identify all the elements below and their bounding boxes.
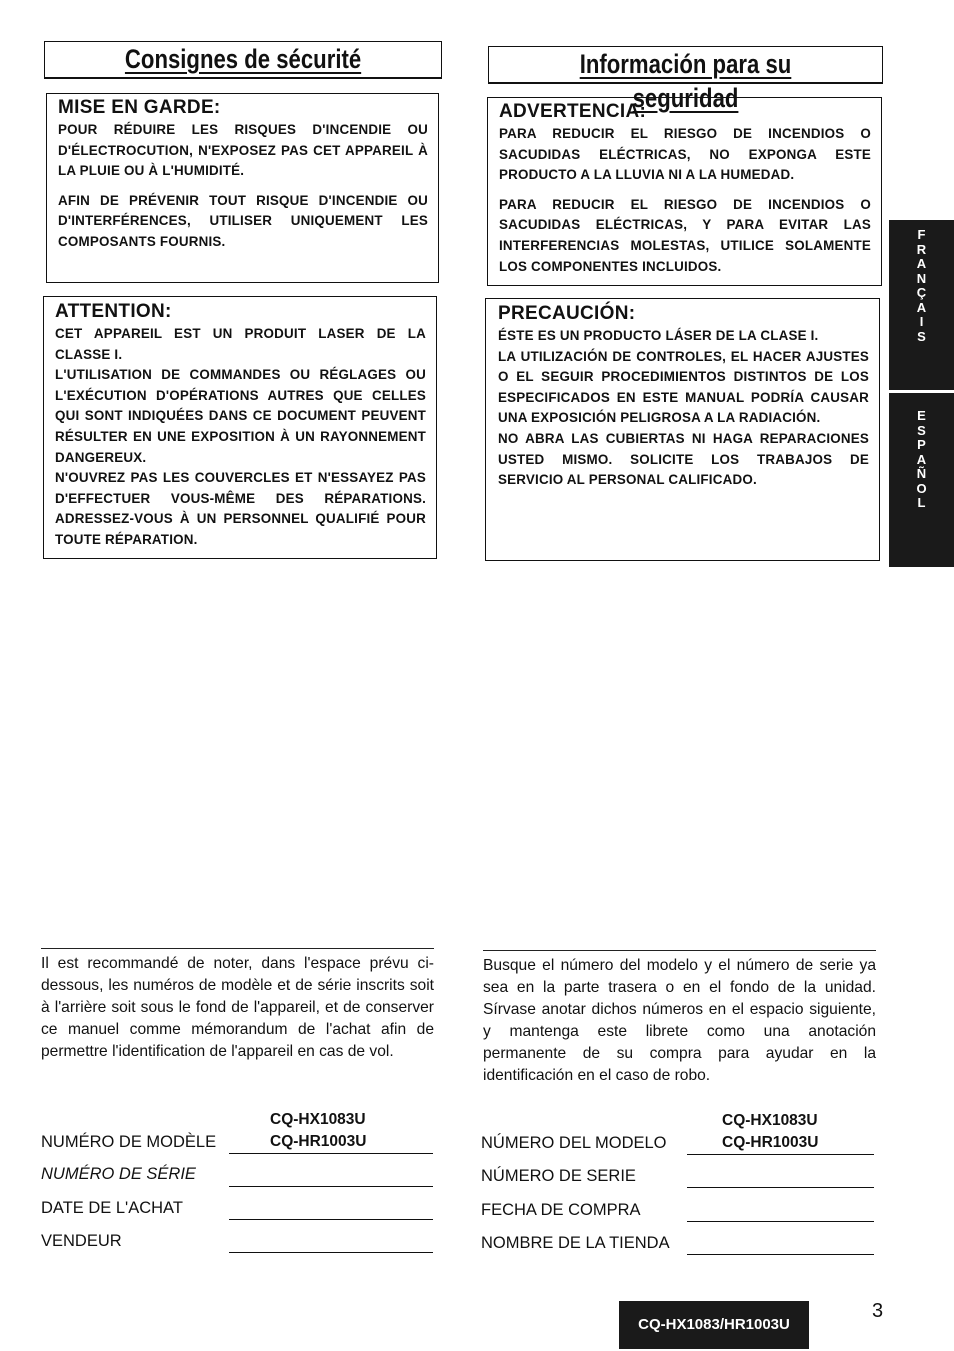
es-warning-heading: ADVERTENCIA: — [499, 101, 647, 122]
es-precaucion-box — [485, 298, 880, 561]
es-serial-label: NÚMERO DE SERIE — [481, 1167, 636, 1185]
fr-attention-box — [43, 296, 437, 559]
fr-attention-heading: ATTENTION: — [55, 301, 172, 322]
es-model-number-1: CQ-HX1083U — [722, 1112, 818, 1129]
tab-letter: O — [916, 480, 927, 496]
tab-letter: A — [916, 256, 927, 271]
fr-serial-field[interactable] — [229, 1186, 433, 1187]
es-warning-text-1: PARA REDUCIR EL RIESGO DE INCENDIOS O SACUDIDAS ELÉCTRICAS, NO EXPONGA ESTE PRODUCTO A LA LLUVIA NI A LA HUMEDAD. — [499, 126, 871, 183]
fr-model-number-1: CQ-HX1083U — [270, 1111, 366, 1128]
tab-letter: I — [919, 314, 924, 329]
tab-letter: R — [916, 241, 927, 257]
tab-letter: N — [916, 270, 927, 286]
es-serial-field[interactable] — [687, 1187, 874, 1188]
tab-letter: A — [916, 451, 927, 467]
tab-letter: P — [917, 437, 926, 452]
es-precaucion-text-1: ÉSTE ES UN PRODUCTO LÁSER DE LA CLASE I. — [498, 328, 819, 343]
es-precaucion-text-2: LA UTILIZACIÓN DE CONTROLES, EL HACER AJUSTES O EL SEGUIR PROCEDIMIENTOS DISTINTOS DE LOS ESPECIFICADOS EN ESTE MANUAL PODRÍA CAUSAR UNA EXPOSICIÓN PELIGROSA A LA RADIACIÓN. — [498, 348, 869, 426]
fr-warning-text-1: POUR RÉDUIRE LES RISQUES D'INCENDIE OU D'ÉLECTROCUTION, N'EXPOSEZ PAS CET APPAREIL À LA PLUIE OU À L'HUMIDITÉ. — [58, 122, 428, 179]
es-record-paragraph: Busque el número del modelo y el número de serie ya sea en la parte trasera o en el fondo de la unidad. Sírvase anotar dichos números en el espacio siguiente, y mantenga este librete como una anotación permanente de su compra para ayudar en la identificación en el caso de robo. — [483, 957, 876, 1084]
fr-section-title: Consignes de sécurité — [44, 41, 442, 79]
fr-warning-text-2: AFIN DE PRÉVENIR TOUT RISQUE D'INCENDIE OU D'INTERFÉRENCES, UTILISER UNIQUEMENT LES COMPOSANTS FOURNIS. — [58, 192, 428, 249]
tab-letter: E — [917, 408, 926, 423]
fr-warning-box — [46, 93, 439, 283]
fr-model-number-2: CQ-HR1003U — [270, 1133, 367, 1150]
tab-letter: L — [917, 495, 926, 510]
es-precaucion-text-3: NO ABRA LAS CUBIERTAS NI HAGA REPARACIONES USTED MISMO. SOLICITE LOS TRABAJOS DE SERVICIO AL PERSONAL CALIFICADO. — [498, 430, 869, 488]
tab-letter: S — [917, 328, 926, 344]
side-tab-espanol[interactable] — [889, 393, 954, 567]
es-precaucion-heading: PRECAUCIÓN: — [498, 303, 636, 324]
fr-model-line — [229, 1153, 433, 1154]
tab-letter: F — [917, 227, 926, 242]
tab-letter: Ñ — [916, 466, 927, 481]
page-number: 3 — [872, 1300, 884, 1322]
es-date-label: FECHA DE COMPRA — [481, 1201, 641, 1219]
footer-model-badge: CQ-HX1083/HR1003U — [619, 1301, 809, 1349]
es-warning-box — [487, 97, 882, 286]
es-model-line — [687, 1154, 874, 1155]
tab-letter: A — [916, 299, 927, 315]
es-model-number-2: CQ-HR1003U — [722, 1134, 819, 1151]
es-date-field[interactable] — [687, 1221, 874, 1222]
fr-date-label: DATE DE L'ACHAT — [41, 1199, 183, 1217]
fr-attention-text-3: N'OUVREZ PAS LES COUVERCLES ET N'ESSAYEZ PAS D'EFFECTUER VOUS-MÊME DES RÉPARATIONS. ADRESSEZ-VOUS À UN PERSONNEL QUALIFIÉ POUR TOUTE RÉPARATION. — [55, 470, 426, 547]
es-dealer-label: NOMBRE DE LA TIENDA — [481, 1234, 670, 1252]
fr-date-field[interactable] — [229, 1219, 433, 1220]
es-divider — [483, 950, 876, 951]
fr-model-label: NUMÉRO DE MODÈLE — [41, 1133, 217, 1151]
fr-attention-text-1: CET APPAREIL EST UN PRODUIT LASER DE LA CLASSE I. — [55, 326, 426, 362]
es-model-label: NÚMERO DEL MODELO — [481, 1134, 667, 1152]
fr-record-paragraph: Il est recommandé de noter, dans l'espace prévu ci-dessous, les numéros de modèle et de série inscrits soit à l'arrière soit sous le fond de l'appareil, et de conserver ce manuel comme mémorandum de l'achat afin de permettre l'identification de l'appareil en cas de vol. — [41, 955, 434, 1060]
fr-divider — [41, 948, 434, 949]
fr-serial-label: NUMÉRO DE SÉRIE — [41, 1165, 196, 1183]
es-section-title: Información para su seguridad — [488, 46, 883, 84]
fr-dealer-field[interactable] — [229, 1252, 433, 1253]
es-warning-text-2: PARA REDUCIR EL RIESGO DE INCENDIOS O SACUDIDAS ELÉCTRICAS, Y PARA EVITAR LAS INTERFERENCIAS MOLESTAS, UTILICE SOLAMENTE LOS COMPONENTES INCLUIDOS. — [499, 196, 871, 274]
fr-dealer-label: VENDEUR — [41, 1232, 122, 1250]
fr-warning-heading: MISE EN GARDE: — [58, 97, 221, 118]
tab-letter: S — [917, 422, 926, 438]
es-dealer-field[interactable] — [687, 1254, 874, 1255]
tab-letter: Ç — [916, 285, 927, 300]
fr-attention-text-2: L'UTILISATION DE COMMANDES OU RÉGLAGES OU L'EXÉCUTION D'OPÉRATIONS AUTRES QUE CELLES QUI SONT INDIQUÉES DANS CE DOCUMENT PEUVENT RÉSULTER EN UNE EXPOSITION À UN RAYONNEMENT DANGEREUX. — [55, 367, 426, 465]
side-tab-francais[interactable] — [889, 220, 954, 390]
